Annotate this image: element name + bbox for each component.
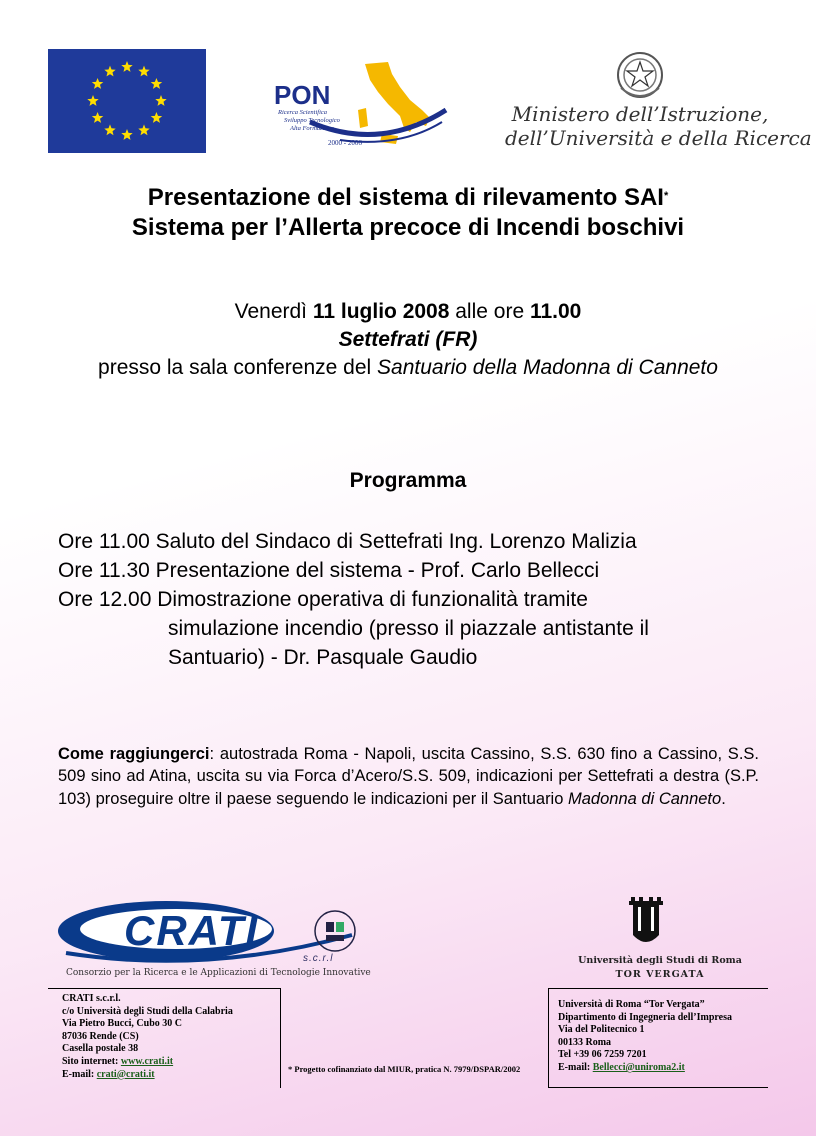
star-icon <box>121 129 132 140</box>
certification-badge-icon <box>312 908 358 954</box>
programme-list <box>58 527 778 672</box>
event-place: Settefrati (FR) <box>338 328 478 351</box>
pon-logo <box>270 52 450 152</box>
star-icon <box>87 95 98 106</box>
list-item: Ore 11.30 Presentazione del sistema - Prof. Carlo Bellecci <box>58 559 600 582</box>
pon-tagline: Ricerca Scientifica Sviluppo Tecnologico Alta Formazione <box>278 109 340 132</box>
divider <box>548 1087 768 1088</box>
divider <box>548 988 549 1088</box>
tor-vergata-email-link[interactable]: Bellecci@uniroma2.it <box>592 1061 685 1073</box>
italian-emblem-icon <box>613 48 667 102</box>
directions-paragraph: Come raggiungerci: autostrada Roma - Napoli, uscita Cassino, S.S. 630 fino a Cassino, S.S. 509 sino ad Atina, uscita su via Forca d’Acero/S.S. 509, indicazioni per Settefrati a destra (S.P. 103) proseguire oltre il paese seguendo le indicazioni per il Santuario Madonna di Canneto. <box>58 745 759 808</box>
funding-footnote: * Progetto cofinanziato dal MIUR, pratica N. 7979/DSPAR/2002 <box>288 1064 521 1074</box>
tor-vergata-address: Università di Roma “Tor Vergata” Dipartimento di Ingegneria dell’Impresa Via del Politecnico 1 00133 Roma Tel +39 06 7259 7201 E-mail: Bellecci@uniroma2.it <box>558 999 732 1073</box>
list-item: Ore 11.00 Saluto del Sindaco di Settefrati Ing. Lorenzo Malizia <box>58 530 637 553</box>
crati-address: CRATI s.c.r.l. c/o Università degli Studi della Calabria Via Pietro Bucci, Cubo 30 C 87036 Rende (CS) Casella postale 38 Sito internet: www.crati.it E-mail: crati@crati.it <box>62 993 233 1080</box>
document-title: Presentazione del sistema di rilevamento SAI* Sistema per l’Allerta precoce di Incendi boschivi <box>131 184 685 241</box>
list-item-continuation: Santuario) - Dr. Pasquale Gaudio <box>168 646 478 669</box>
star-icon <box>151 78 163 89</box>
divider <box>548 988 768 989</box>
ministry-logo <box>505 48 812 158</box>
star-icon <box>104 124 115 135</box>
tor-vergata-name: Università degli Studi di Roma TOR VERGATA <box>578 955 742 980</box>
pon-years: 2000 - 2006 <box>328 139 362 147</box>
divider <box>280 988 281 1088</box>
eu-flag-logo <box>48 49 206 153</box>
crati-website-link[interactable]: www.crati.it <box>120 1055 174 1067</box>
star-icon <box>151 112 163 123</box>
crati-subtitle: Consorzio per la Ricerca e le Applicazioni di Tecnologie Innovative <box>66 968 371 978</box>
ministry-name: Ministero dell’Istruzione, dell’Università e della Ricerca <box>505 102 812 150</box>
star-icon <box>155 95 166 106</box>
divider <box>48 988 280 989</box>
event-date-line: Venerdì 11 luglio 2008 alle ore 11.00 <box>234 300 582 323</box>
star-icon <box>92 112 104 123</box>
programme-heading: Programma <box>349 469 467 492</box>
title-footnote-mark: * <box>663 190 669 202</box>
pon-title: PON <box>274 80 331 110</box>
crati-suffix: s.c.r.l <box>303 953 334 964</box>
crati-wordmark: CRATI <box>124 907 260 954</box>
star-icon <box>92 78 104 89</box>
event-details <box>0 298 816 382</box>
star-icon <box>121 61 132 72</box>
event-venue: presso la sala conferenze del Santuario della Madonna di Canneto <box>98 356 718 379</box>
list-item-continuation: simulazione incendio (presso il piazzale antistante il <box>168 617 649 640</box>
star-icon <box>138 66 149 77</box>
tor-vergata-tower-icon <box>625 895 667 949</box>
list-item: Ore 12.00 Dimostrazione operativa di funzionalità tramite <box>58 588 588 611</box>
star-icon <box>104 66 115 77</box>
star-icon <box>138 124 149 135</box>
crati-email-link[interactable]: crati@crati.it <box>96 1068 155 1080</box>
